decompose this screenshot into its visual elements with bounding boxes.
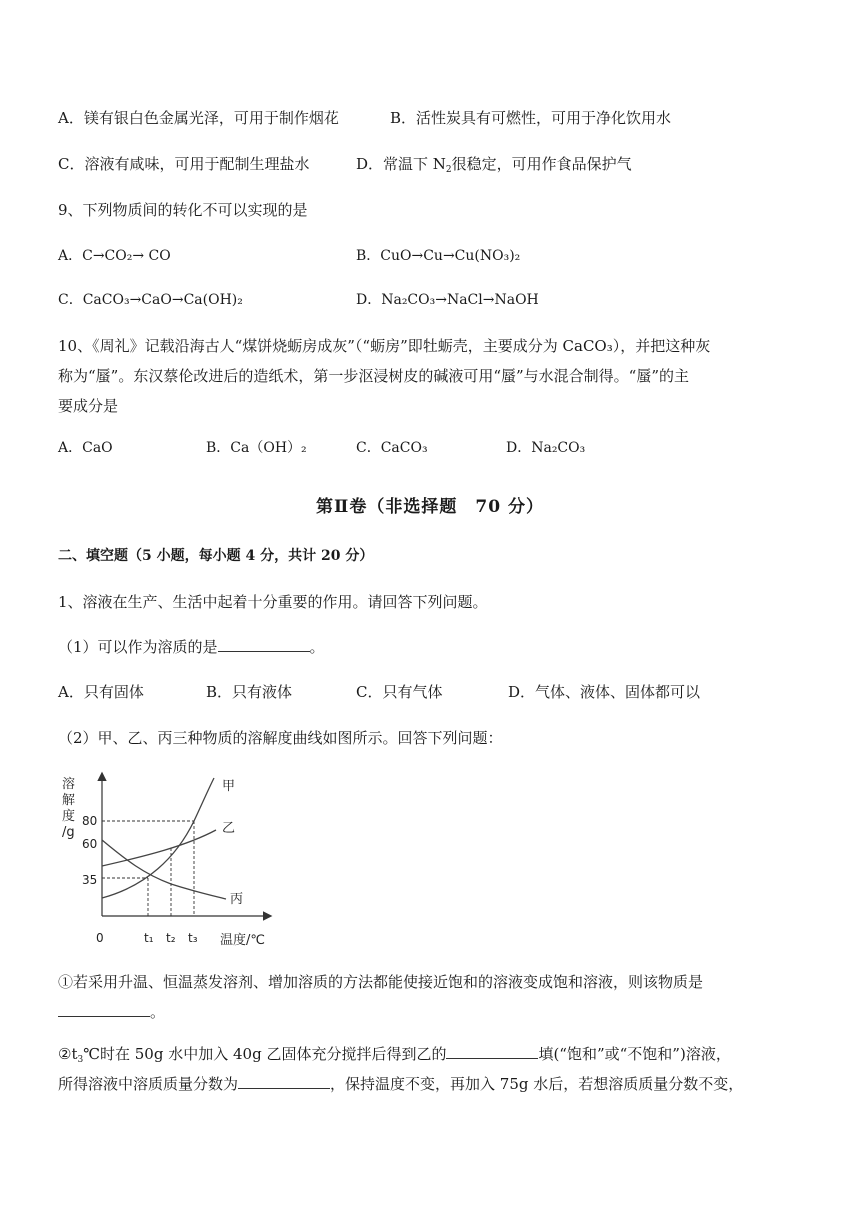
curve-yi [102,830,216,866]
q10-line-2: 称为“蜃”。东汉蔡伦改进后的造纸术，第一步沤浸树皮的碱液可用“蜃”与水混合制得。“蜃”的主 [58,367,690,385]
y-axis-label: 溶解度/g [62,777,76,840]
q1-item-2-c: 填(“饱和”或“不饱和”)溶液， [538,1045,731,1063]
q1-item-1-answer [58,1002,165,1022]
q10-option-a: A．CaO [58,440,113,456]
q1-sub1 [58,637,325,657]
series-label-jia: 甲 [222,779,236,794]
q1-item-2-b: ℃时在 50g 水中加入 40g 乙固体充分搅拌后得到乙的 [83,1045,447,1063]
q10-option-d: D．Na₂CO₃ [506,440,586,456]
x-axis-label: 温度/℃ [220,933,265,948]
q8-option-d-pre: D．常温下 N [356,155,446,173]
q10-line-3: 要成分是 [58,397,119,415]
q1-item-3-b: ，保持温度不变，再加入 75g 水后，若想溶质质量分数不变， [330,1075,744,1093]
q10-option-c: C．CaCO₃ [356,440,428,456]
q10-line-1: 10、《周礼》记载沿海古人“煤饼烧蛎房成灰”（“蛎房”即牡蛎壳，主要成分为 CaCO₃），并把这种灰 [58,337,711,355]
x-tick-t2: t₂ [166,931,176,945]
q1-option-d: D．气体、液体、固体都可以 [508,683,701,701]
q9-option-d: D．Na₂CO₃→NaCl→NaOH [356,292,539,308]
y-tick-35: 35 [82,873,98,887]
q1-item-2-a: ②t [58,1045,78,1063]
q9-option-b: B．CuO→Cu→Cu(NO₃)₂ [356,248,521,264]
origin-label: 0 [96,931,104,945]
q1-item-1-end: 。 [150,1003,166,1021]
x-tick-t3: t₃ [188,931,198,945]
curve-jia [102,778,214,898]
q1-item-2-a-sub: 3 [77,1055,84,1065]
series-label-bing: 丙 [230,892,244,907]
q1-sub1-blank[interactable] [218,638,310,652]
q1-item-2-blank[interactable] [446,1045,538,1059]
q9-option-c: C．CaCO₃→CaO→Ca(OH)₂ [58,292,243,308]
q1-stem: 1、溶液在生产、生活中起着十分重要的作用。请回答下列问题。 [58,593,488,611]
q1-item-2 [58,1044,731,1070]
q8-option-d-post: 很稳定，可用作食品保护气 [451,155,632,173]
q1-option-c: C．只有气体 [356,683,443,701]
q1-item-1: ①若采用升温、恒温蒸发溶剂、增加溶质的方法都能使接近饱和的溶液变成饱和溶液，则该物质是 [58,973,704,991]
q9-option-a: A．C→CO₂→ CO [58,248,171,264]
part2-heading: 二、填空题（5 小题，每小题 4 分，共计 20 分） [58,548,374,564]
y-tick-60: 60 [82,837,98,851]
q8-option-c: C．溶液有咸味，可用于配制生理盐水 [58,155,310,173]
q1-item-3-blank[interactable] [238,1075,330,1089]
q1-sub2: （2）甲、乙、丙三种物质的溶解度曲线如图所示。回答下列问题： [58,729,503,747]
q1-sub1-text: （1）可以作为溶质的是 [58,638,218,656]
q1-item-3 [58,1074,743,1094]
x-tick-t1: t₁ [144,931,154,945]
q1-item-3-a: 所得溶液中溶质质量分数为 [58,1075,239,1093]
q1-option-a: A．只有固体 [58,683,144,701]
q1-sub1-end: 。 [309,638,325,656]
q1-item-1-blank[interactable] [58,1003,150,1017]
section-title: 第Ⅱ卷（非选择题 70 分） [316,497,544,517]
q8-option-a: A．镁有银白色金属光泽，可用于制作烟花 [58,109,339,127]
q9-stem: 9、下列物质间的转化不可以实现的是 [58,201,308,219]
series-label-yi: 乙 [222,821,236,836]
q8-option-b: B．活性炭具有可燃性，可用于净化饮用水 [390,109,672,127]
curve-bing [102,840,226,899]
q8-option-d [356,154,632,180]
q8-option-d-sub: 2 [445,165,452,175]
solubility-chart [56,768,286,958]
q10-option-b: B．Ca（OH）₂ [206,440,307,456]
q1-option-b: B．只有液体 [206,683,293,701]
y-tick-80: 80 [82,814,98,828]
